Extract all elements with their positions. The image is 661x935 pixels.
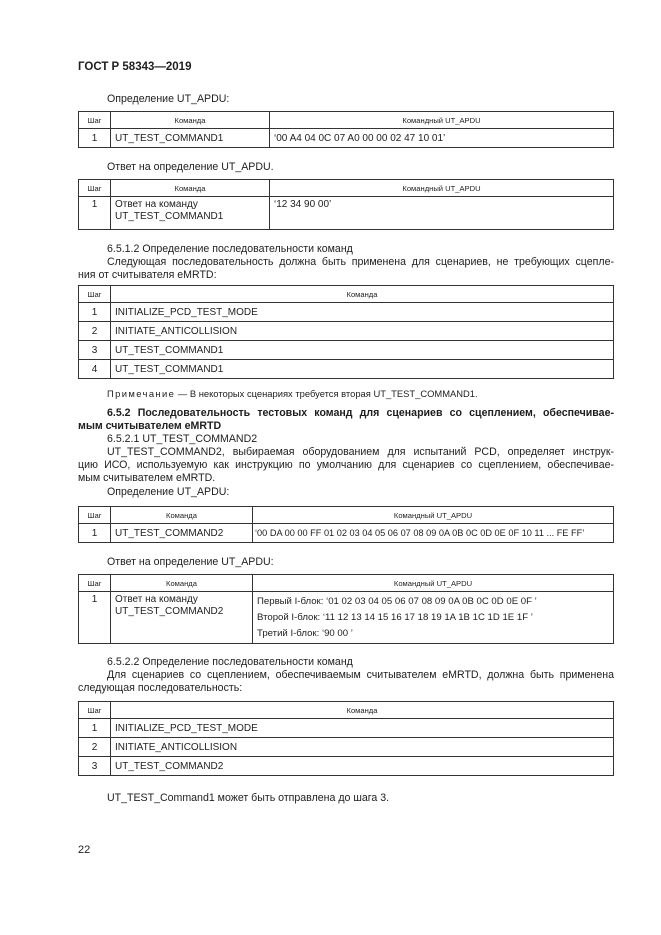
table-cell-command: UT_TEST_COMMAND2 (111, 524, 253, 543)
i-block-line: Второй I-блок: ‘11 12 13 14 15 16 17 18 19 1A 1B 1C 1D 1E 1F ’ (257, 612, 533, 623)
paragraph-line: ния от считывателя eMRTD: (78, 269, 217, 281)
table-cell-step: 2 (79, 738, 111, 757)
page-number: 22 (78, 844, 91, 856)
col-step: Шаг (79, 286, 111, 303)
col-command: Команда (111, 507, 253, 524)
table-cell-command: UT_TEST_COMMAND2 (111, 757, 614, 776)
table-cell-command: UT_TEST_COMMAND1 (111, 341, 614, 360)
col-step: Шаг (79, 702, 111, 719)
note (107, 388, 478, 399)
table-cell-command: INITIATE_ANTICOLLISION (111, 738, 614, 757)
document-header: ГОСТ Р 58343—2019 (78, 61, 192, 73)
table-cell-step: 1 (79, 719, 111, 738)
table-cell-step: 3 (79, 757, 111, 776)
table-cell-apdu: ‘00 DA 00 00 FF 01 02 03 04 05 06 07 08 09 0A 0B 0C 0D 0E 0F 10 11 ... FE FF’ (253, 524, 614, 543)
command-line: Ответ на команду (115, 199, 198, 210)
col-apdu: Командный UT_APDU (253, 507, 614, 524)
apdu-response-label: Ответ на определение UT_APDU: (107, 556, 274, 568)
paragraph-line: следующая последовательность: (78, 682, 243, 694)
col-command: Команда (111, 575, 253, 592)
table-row (79, 719, 614, 738)
command-sequence-table-2 (78, 701, 614, 776)
table-cell-apdu: ‘00 A4 04 0C 07 A0 00 00 02 47 10 01’ (270, 129, 614, 148)
apdu-response-table (78, 179, 614, 230)
apdu-definition-label: Определение UT_APDU: (107, 93, 230, 105)
col-command: Команда (111, 702, 614, 719)
col-step: Шаг (79, 575, 111, 592)
paragraph-line: UT_TEST_COMMAND2, выбираемая оборудованием для испытаний PCD, определяет инструк- (107, 446, 614, 458)
col-apdu: Командный UT_APDU (270, 180, 614, 197)
i-block-line: Первый I-блок: ‘01 02 03 04 05 06 07 08 09 0A 0B 0C 0D 0E 0F ’ (257, 596, 537, 607)
table-cell-step: 1 (79, 303, 111, 322)
col-apdu: Командный UT_APDU (270, 112, 614, 129)
apdu-definition-label: Определение UT_APDU: (107, 486, 230, 498)
table-row (79, 757, 614, 776)
table-cell-command (111, 592, 253, 644)
footer-note: UT_TEST_Command1 может быть отправлена до шага 3. (107, 792, 390, 804)
command-sequence-table-1 (78, 285, 614, 379)
table-row (79, 303, 614, 322)
table-cell-step: 3 (79, 341, 111, 360)
i-block-line: Третий I-блок: ‘90 00 ’ (257, 628, 353, 639)
table-cell-command: UT_TEST_COMMAND1 (111, 129, 270, 148)
note-text: — В некоторых сценариях требуется вторая UT_TEST_COMMAND1. (175, 388, 478, 399)
command-line: UT_TEST_COMMAND1 (115, 211, 224, 222)
table-cell-step: 1 (79, 129, 111, 148)
table-cell-command: INITIATE_ANTICOLLISION (111, 322, 614, 341)
col-command: Команда (111, 112, 270, 129)
table-cell-command: INITIALIZE_PCD_TEST_MODE (111, 303, 614, 322)
paragraph-line: Следующая последовательность должна быть применена для сценариев, не требующих сцепле- (107, 256, 614, 268)
table-cell-step: 2 (79, 322, 111, 341)
apdu-definition-table (78, 111, 614, 148)
apdu-definition-table-2 (78, 506, 614, 543)
paragraph-line: Для сценариев со сцеплением, обеспечиваемым считывателем eMRTD, должна быть применена (107, 669, 614, 681)
table-cell-command: INITIALIZE_PCD_TEST_MODE (111, 719, 614, 738)
col-apdu: Командный UT_APDU (253, 575, 614, 592)
paragraph-line: цию ИСО, используемую как инструкцию по умолчанию для сценариев со сцеплением, обеспечивае- (78, 459, 614, 471)
table-cell-step: 1 (79, 524, 111, 543)
note-label: Примечание (107, 388, 176, 399)
col-command: Команда (111, 286, 614, 303)
paragraph-line: мым считывателем eMRTD. (78, 472, 216, 484)
apdu-response-table-2 (78, 574, 614, 644)
command-line: Ответ на команду (115, 594, 198, 605)
section-heading-652-cont: мым считывателем eMRTD (78, 420, 222, 432)
table-row (79, 360, 614, 379)
table-cell-apdu: ‘12 34 90 00’ (270, 197, 614, 230)
col-command: Команда (111, 180, 270, 197)
table-row (79, 738, 614, 757)
table-cell-step: 1 (79, 197, 111, 230)
table-row (79, 322, 614, 341)
table-cell-command (111, 197, 270, 230)
col-step: Шаг (79, 112, 111, 129)
section-heading-652: 6.5.2 Последовательность тестовых команд для сценариев со сцеплением, обеспечивае- (107, 407, 614, 419)
col-step: Шаг (79, 507, 111, 524)
section-heading-6522: 6.5.2.2 Определение последовательности команд (107, 656, 353, 668)
apdu-response-label: Ответ на определение UT_APDU. (107, 161, 274, 173)
table-cell-command: UT_TEST_COMMAND1 (111, 360, 614, 379)
command-line: UT_TEST_COMMAND2 (115, 606, 224, 617)
table-cell-apdu (253, 592, 614, 644)
section-heading-6521: 6.5.2.1 UT_TEST_COMMAND2 (107, 433, 258, 445)
section-heading-6512: 6.5.1.2 Определение последовательности команд (107, 243, 353, 255)
table-cell-step: 1 (79, 592, 111, 644)
table-row (79, 341, 614, 360)
table-cell-step: 4 (79, 360, 111, 379)
col-step: Шаг (79, 180, 111, 197)
